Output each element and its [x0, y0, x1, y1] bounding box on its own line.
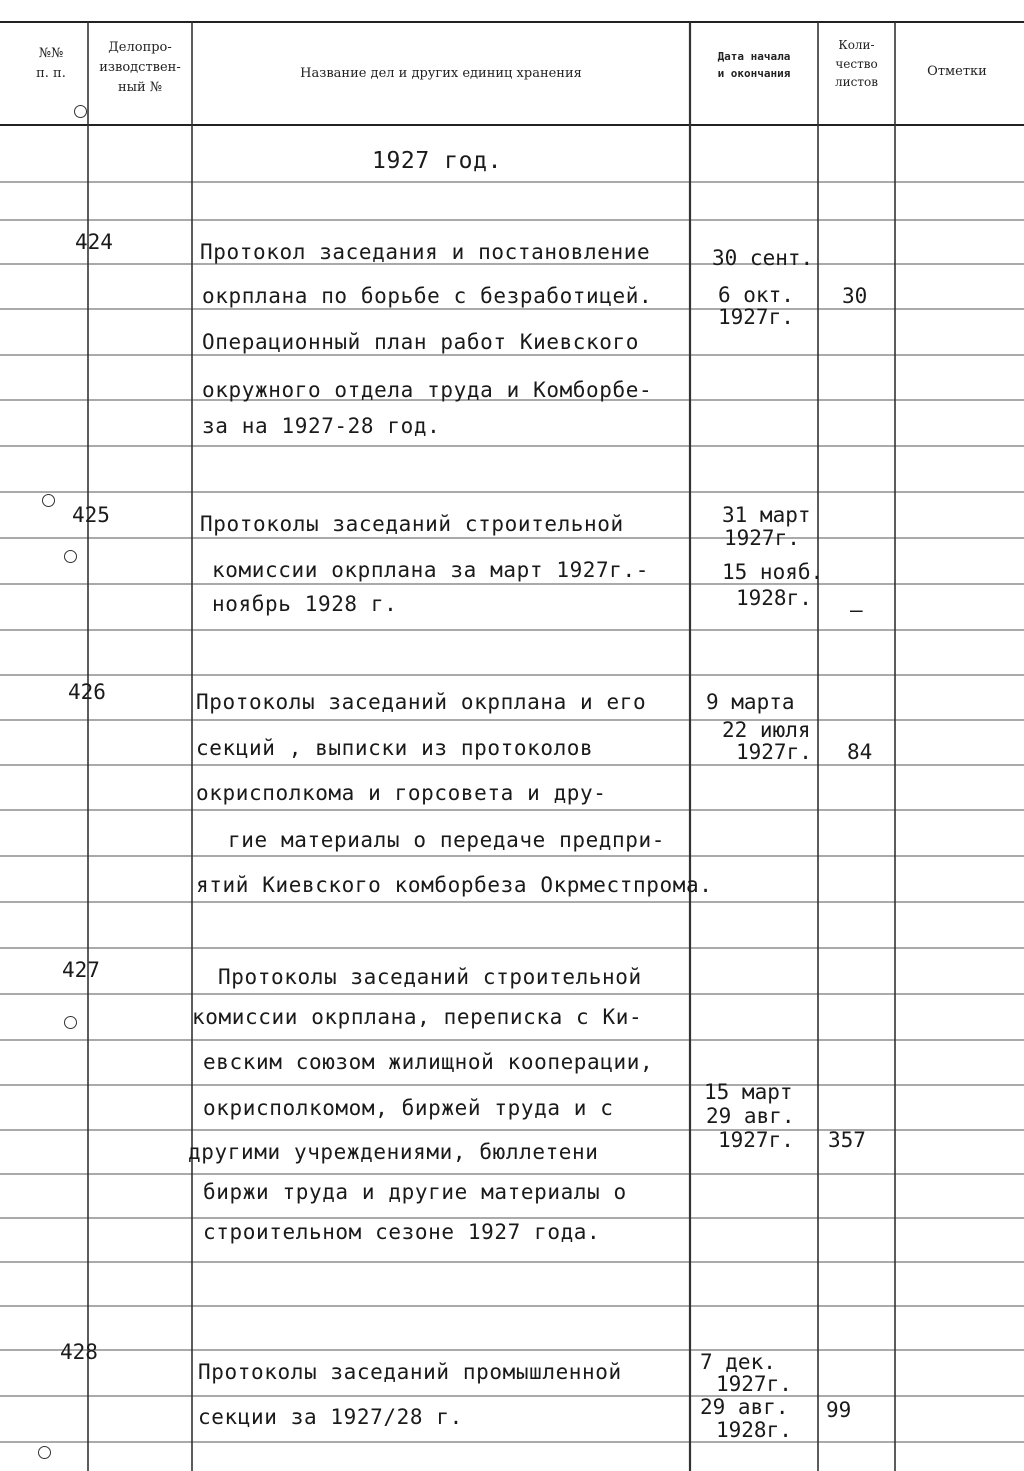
record-title-line: гие материалы о передаче предпри- [228, 828, 666, 852]
record-title-line: ноябрь 1928 г. [212, 592, 398, 616]
header-label: Делопро- [108, 40, 172, 55]
record-title-line: евским союзом жилищной кооперации, [203, 1050, 654, 1074]
record-sheet-count: 357 [828, 1128, 866, 1152]
header-label: изводствен- [99, 60, 181, 76]
header-label: п. п. [36, 66, 66, 82]
header-label: Дата начала [717, 50, 791, 63]
punch-hole-icon [64, 1016, 77, 1029]
header-label: чество [835, 56, 878, 71]
header-label: Название дел и других единиц хранения [300, 66, 582, 81]
record-date: 15 март [704, 1080, 793, 1104]
punch-hole-icon [64, 550, 77, 563]
record-date: 22 июля [722, 718, 811, 742]
record-date: 1927г. [724, 526, 800, 550]
record-date: 1927г. [716, 1372, 792, 1396]
record-number: 424 [75, 230, 113, 254]
header-col-office-number [92, 38, 188, 98]
record-sheet-count: 84 [847, 740, 873, 764]
record-date: 29 авг. [706, 1104, 795, 1128]
header-col-number [20, 44, 82, 84]
record-title-line: окрисполкома и горсовета и дру- [196, 781, 607, 805]
record-title-line: Операционный план работ Киевского [202, 330, 640, 354]
record-title-line: Протоколы заседаний строительной [218, 965, 642, 989]
record-date: 1927г. [718, 1128, 794, 1152]
header-label: листов [835, 75, 878, 90]
record-title-line: Протоколы заседаний строительной [200, 512, 624, 536]
header-label: ный № [117, 80, 163, 96]
record-title-line: биржи труда и другие материалы о [203, 1180, 627, 1204]
record-sheet-count: 30 [842, 284, 868, 308]
header-col-title [196, 64, 686, 84]
record-date: 30 сент. [712, 246, 814, 270]
punch-hole-icon [38, 1446, 51, 1459]
record-date: 9 марта [706, 690, 795, 714]
record-title-line: Протокол заседания и постановление [200, 240, 651, 264]
record-date: 15 нояб. [722, 560, 824, 584]
header-label: и окончания [717, 67, 791, 81]
punch-hole-icon [74, 105, 87, 118]
header-label: Коли- [838, 38, 875, 52]
record-title-line: окрисполкомом, биржей труда и с [203, 1096, 614, 1120]
record-title-line: секции за 1927/28 г. [198, 1405, 463, 1429]
record-title-line: Протоколы заседаний промышленной [198, 1360, 622, 1384]
header-label: №№ [38, 46, 64, 61]
record-date: 1928г. [736, 586, 812, 610]
record-date: 31 март [722, 503, 811, 527]
record-title-line: другими учреждениями, бюллетени [188, 1140, 599, 1164]
punch-hole-icon [42, 494, 55, 507]
header-col-notes [897, 62, 1017, 82]
record-title-line: строительном сезоне 1927 года. [203, 1220, 601, 1244]
record-date: 1927г. [718, 305, 794, 329]
record-date: 29 авг. [700, 1395, 789, 1419]
record-number: 426 [68, 680, 106, 704]
record-date: 6 окт. [718, 283, 794, 307]
record-number: 428 [60, 1340, 98, 1364]
header-label: Отметки [927, 64, 987, 79]
record-title-line: секций , выписки из протоколов [196, 736, 594, 760]
header-col-sheet-count [820, 36, 893, 92]
record-number: 427 [62, 958, 100, 982]
header-col-dates [692, 48, 816, 82]
year-heading: 1927 год. [372, 148, 503, 174]
record-title-line: окрплана по борьбе с безработицей. [202, 284, 653, 308]
record-title-line: окружного отдела труда и Комборбе- [202, 378, 653, 402]
record-sheet-count: 99 [826, 1398, 852, 1422]
record-title-line: за на 1927-28 год. [202, 414, 441, 438]
record-title-line: комиссии окрплана, переписка с Ки- [192, 1005, 643, 1029]
record-sheet-count: – [850, 598, 863, 622]
record-date: 7 дек. [700, 1350, 776, 1374]
record-title-line: комиссии окрплана за март 1927г.- [212, 558, 650, 582]
record-title-line: Протоколы заседаний окрплана и его [196, 690, 647, 714]
record-title-line: ятий Киевского комборбеза Окрместпрома. [196, 873, 713, 897]
record-number: 425 [72, 503, 110, 527]
record-date: 1928г. [716, 1418, 792, 1442]
record-date: 1927г. [736, 740, 812, 764]
